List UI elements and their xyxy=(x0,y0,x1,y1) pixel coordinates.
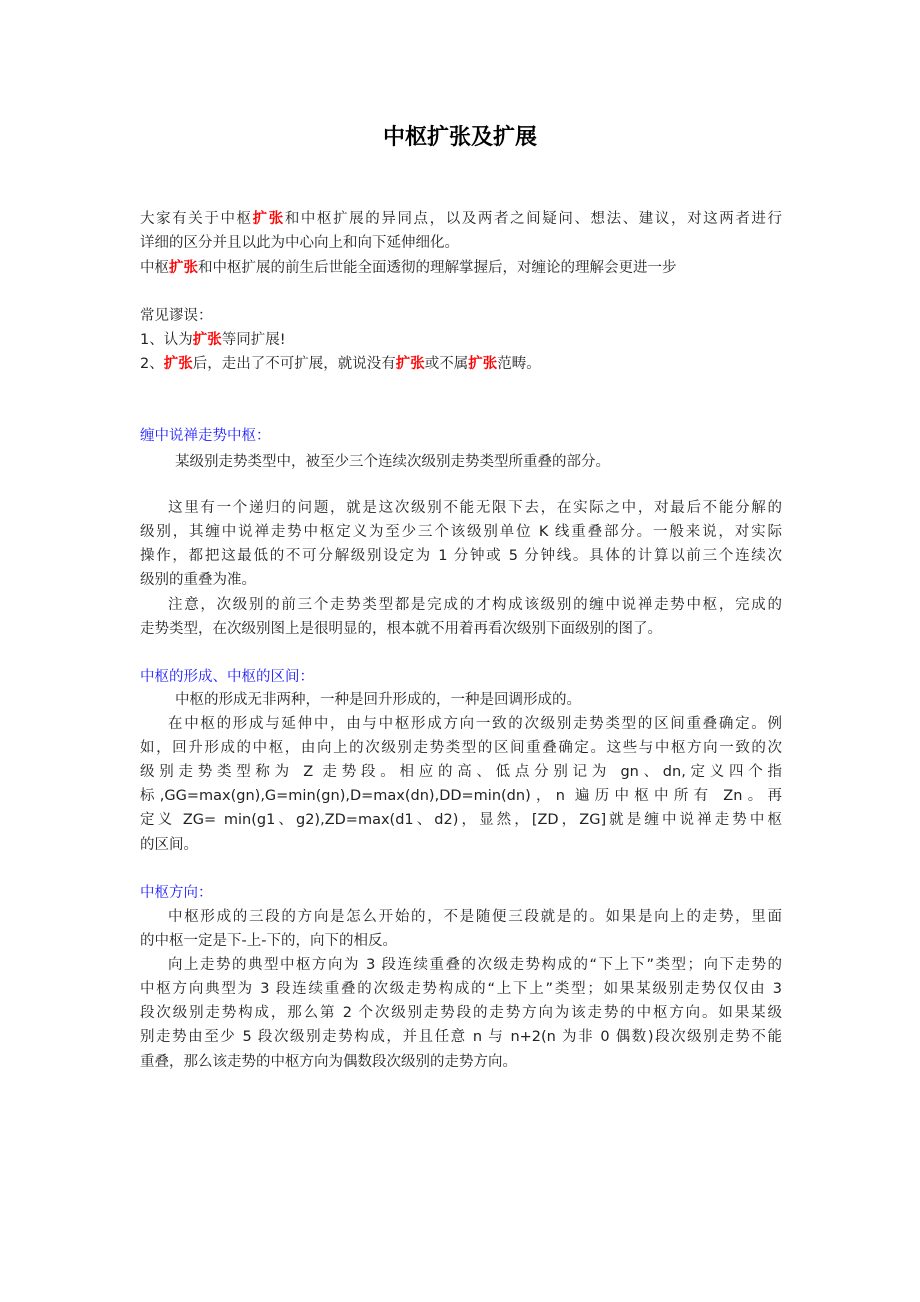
highlighted-term: 扩张 xyxy=(395,356,425,372)
heading-text: 中枢的形成、中枢的区间： xyxy=(140,669,314,685)
text-line xyxy=(140,835,782,855)
text-line xyxy=(140,209,782,229)
text-segment: 和中枢扩展的前生后世能全面透彻的理解掌握后，对缠论的理解会更进一步 xyxy=(198,260,677,276)
text-segment: 别走势由至少 5 段次级别走势构成，并且任意 n 与 n+2(n 为非 0 偶数)段次级别走势不能 xyxy=(140,1029,782,1045)
text-line xyxy=(140,738,782,758)
highlighted-term: 扩张 xyxy=(163,356,193,372)
text-segment: 中枢 xyxy=(140,260,169,276)
text-segment: 在中枢的形成与延伸中，由与中枢形成方向一致的次级别走势类型的区间重叠确定。例 xyxy=(168,716,782,732)
highlighted-term: 扩张 xyxy=(169,260,198,276)
text-line xyxy=(140,233,782,253)
text-segment: 后，走出了不可扩展，就说没有 xyxy=(192,356,396,372)
text-segment: 操作，都把这最低的不可分解级别设定为 1 分钟或 5 分钟线。具体的计算以前三个连续次 xyxy=(140,548,782,564)
text-line xyxy=(140,1027,782,1047)
text-line xyxy=(140,1052,782,1072)
text-segment: 中枢形成的三段的方向是怎么开始的，不是随便三段就是的。如果是向上的走势，里面 xyxy=(168,909,782,925)
text-line xyxy=(168,595,782,615)
text-segment: 范畴。 xyxy=(497,356,541,372)
text-line xyxy=(140,570,782,590)
section-heading xyxy=(140,883,782,903)
text-segment: 级别的重叠为准。 xyxy=(140,572,256,588)
heading-text: 缠中说禅走势中枢： xyxy=(140,428,271,444)
text-line xyxy=(140,810,782,830)
text-line xyxy=(140,306,782,326)
text-segment: 的区间。 xyxy=(140,837,198,853)
text-line xyxy=(175,690,782,710)
text-segment: 级别，其缠中说禅走势中枢定义为至少三个该级别单位 K 线重叠部分。一般来说，对实际 xyxy=(140,524,782,540)
text-segment: 级别走势类型称为 Z 走势段。相应的高、低点分别记为 gn、dn,定义四个指 xyxy=(140,764,782,780)
text-segment: 如，回升形成的中枢，由向上的次级别走势类型的区间重叠确定。这些与中枢方向一致的次 xyxy=(140,740,782,756)
text-segment: 常见谬误： xyxy=(140,308,213,324)
text-segment: 重叠，那么该走势的中枢方向为偶数段次级别的走势方向。 xyxy=(140,1054,517,1070)
text-segment: 这里有一个递归的问题，就是这次级别不能无限下去，在实际之中，对最后不能分解的 xyxy=(168,500,782,516)
text-line xyxy=(140,762,782,782)
text-segment: 1、认为 xyxy=(140,332,193,348)
text-segment: 等同扩展! xyxy=(221,332,286,348)
text-segment: 定义 ZG= min(g1、g2),ZD=max(d1、d2)，显然，[ZD，ZG]就是缠中说禅走势中枢 xyxy=(140,812,782,828)
text-line xyxy=(140,522,782,542)
text-segment: 中枢方向典型为 3 段连续重叠的次级走势构成的“上下上”类型；如果某级别走势仅仅由 3 xyxy=(140,981,782,997)
text-line xyxy=(140,354,782,374)
text-line xyxy=(140,786,782,806)
section-heading xyxy=(140,667,782,687)
text-segment: 中枢的形成无非两种，一种是回升形成的，一种是回调形成的。 xyxy=(175,692,581,708)
text-line xyxy=(140,979,782,999)
text-line xyxy=(140,258,782,278)
text-line xyxy=(168,498,782,518)
text-segment: 向上走势的典型中枢方向为 3 段连续重叠的次级走势构成的“下上下”类型；向下走势的 xyxy=(168,957,782,973)
text-segment: 标,GG=max(gn),G=min(gn),D=max(dn),DD=min(dn)，n 遍历中枢中所有 Zn。再 xyxy=(140,788,782,804)
text-segment: 注意，次级别的前三个走势类型都是完成的才构成该级别的缠中说禅走势中枢，完成的 xyxy=(168,597,782,613)
text-segment: 走势类型，在次级别图上是很明显的，根本就不用着再看次级别下面级别的图了。 xyxy=(140,621,662,637)
text-line xyxy=(140,330,782,350)
text-line xyxy=(140,1003,782,1023)
text-segment: 详细的区分并且以此为中心向上和向下延伸细化。 xyxy=(140,235,459,251)
section-heading xyxy=(140,426,782,446)
text-segment: 段次级别走势构成，那么第 2 个次级别走势段的走势方向为该走势的中枢方向。如果某级 xyxy=(140,1005,782,1021)
text-segment: 大家有关于中枢 xyxy=(140,211,253,227)
highlighted-term: 扩张 xyxy=(192,332,222,348)
text-line xyxy=(140,619,782,639)
text-line xyxy=(168,714,782,734)
text-segment: 的中枢一定是下-上-下的，向下的相反。 xyxy=(140,933,397,949)
text-segment: 和中枢扩展的异同点，以及两者之间疑问、想法、建议，对这两者进行 xyxy=(284,211,783,227)
heading-text: 中枢方向： xyxy=(140,885,213,901)
highlighted-term: 扩张 xyxy=(252,211,285,227)
text-segment: 某级别走势类型中，被至少三个连续次级别走势类型所重叠的部分。 xyxy=(175,454,610,470)
highlighted-term: 扩张 xyxy=(468,356,498,372)
text-line xyxy=(168,907,782,927)
text-segment: 2、 xyxy=(140,356,164,372)
text-line xyxy=(175,452,782,472)
text-line xyxy=(140,931,782,951)
text-segment: 或不属 xyxy=(424,356,469,372)
text-line xyxy=(168,955,782,975)
text-line xyxy=(140,546,782,566)
document-title: 中枢扩张及扩展 xyxy=(382,125,537,150)
